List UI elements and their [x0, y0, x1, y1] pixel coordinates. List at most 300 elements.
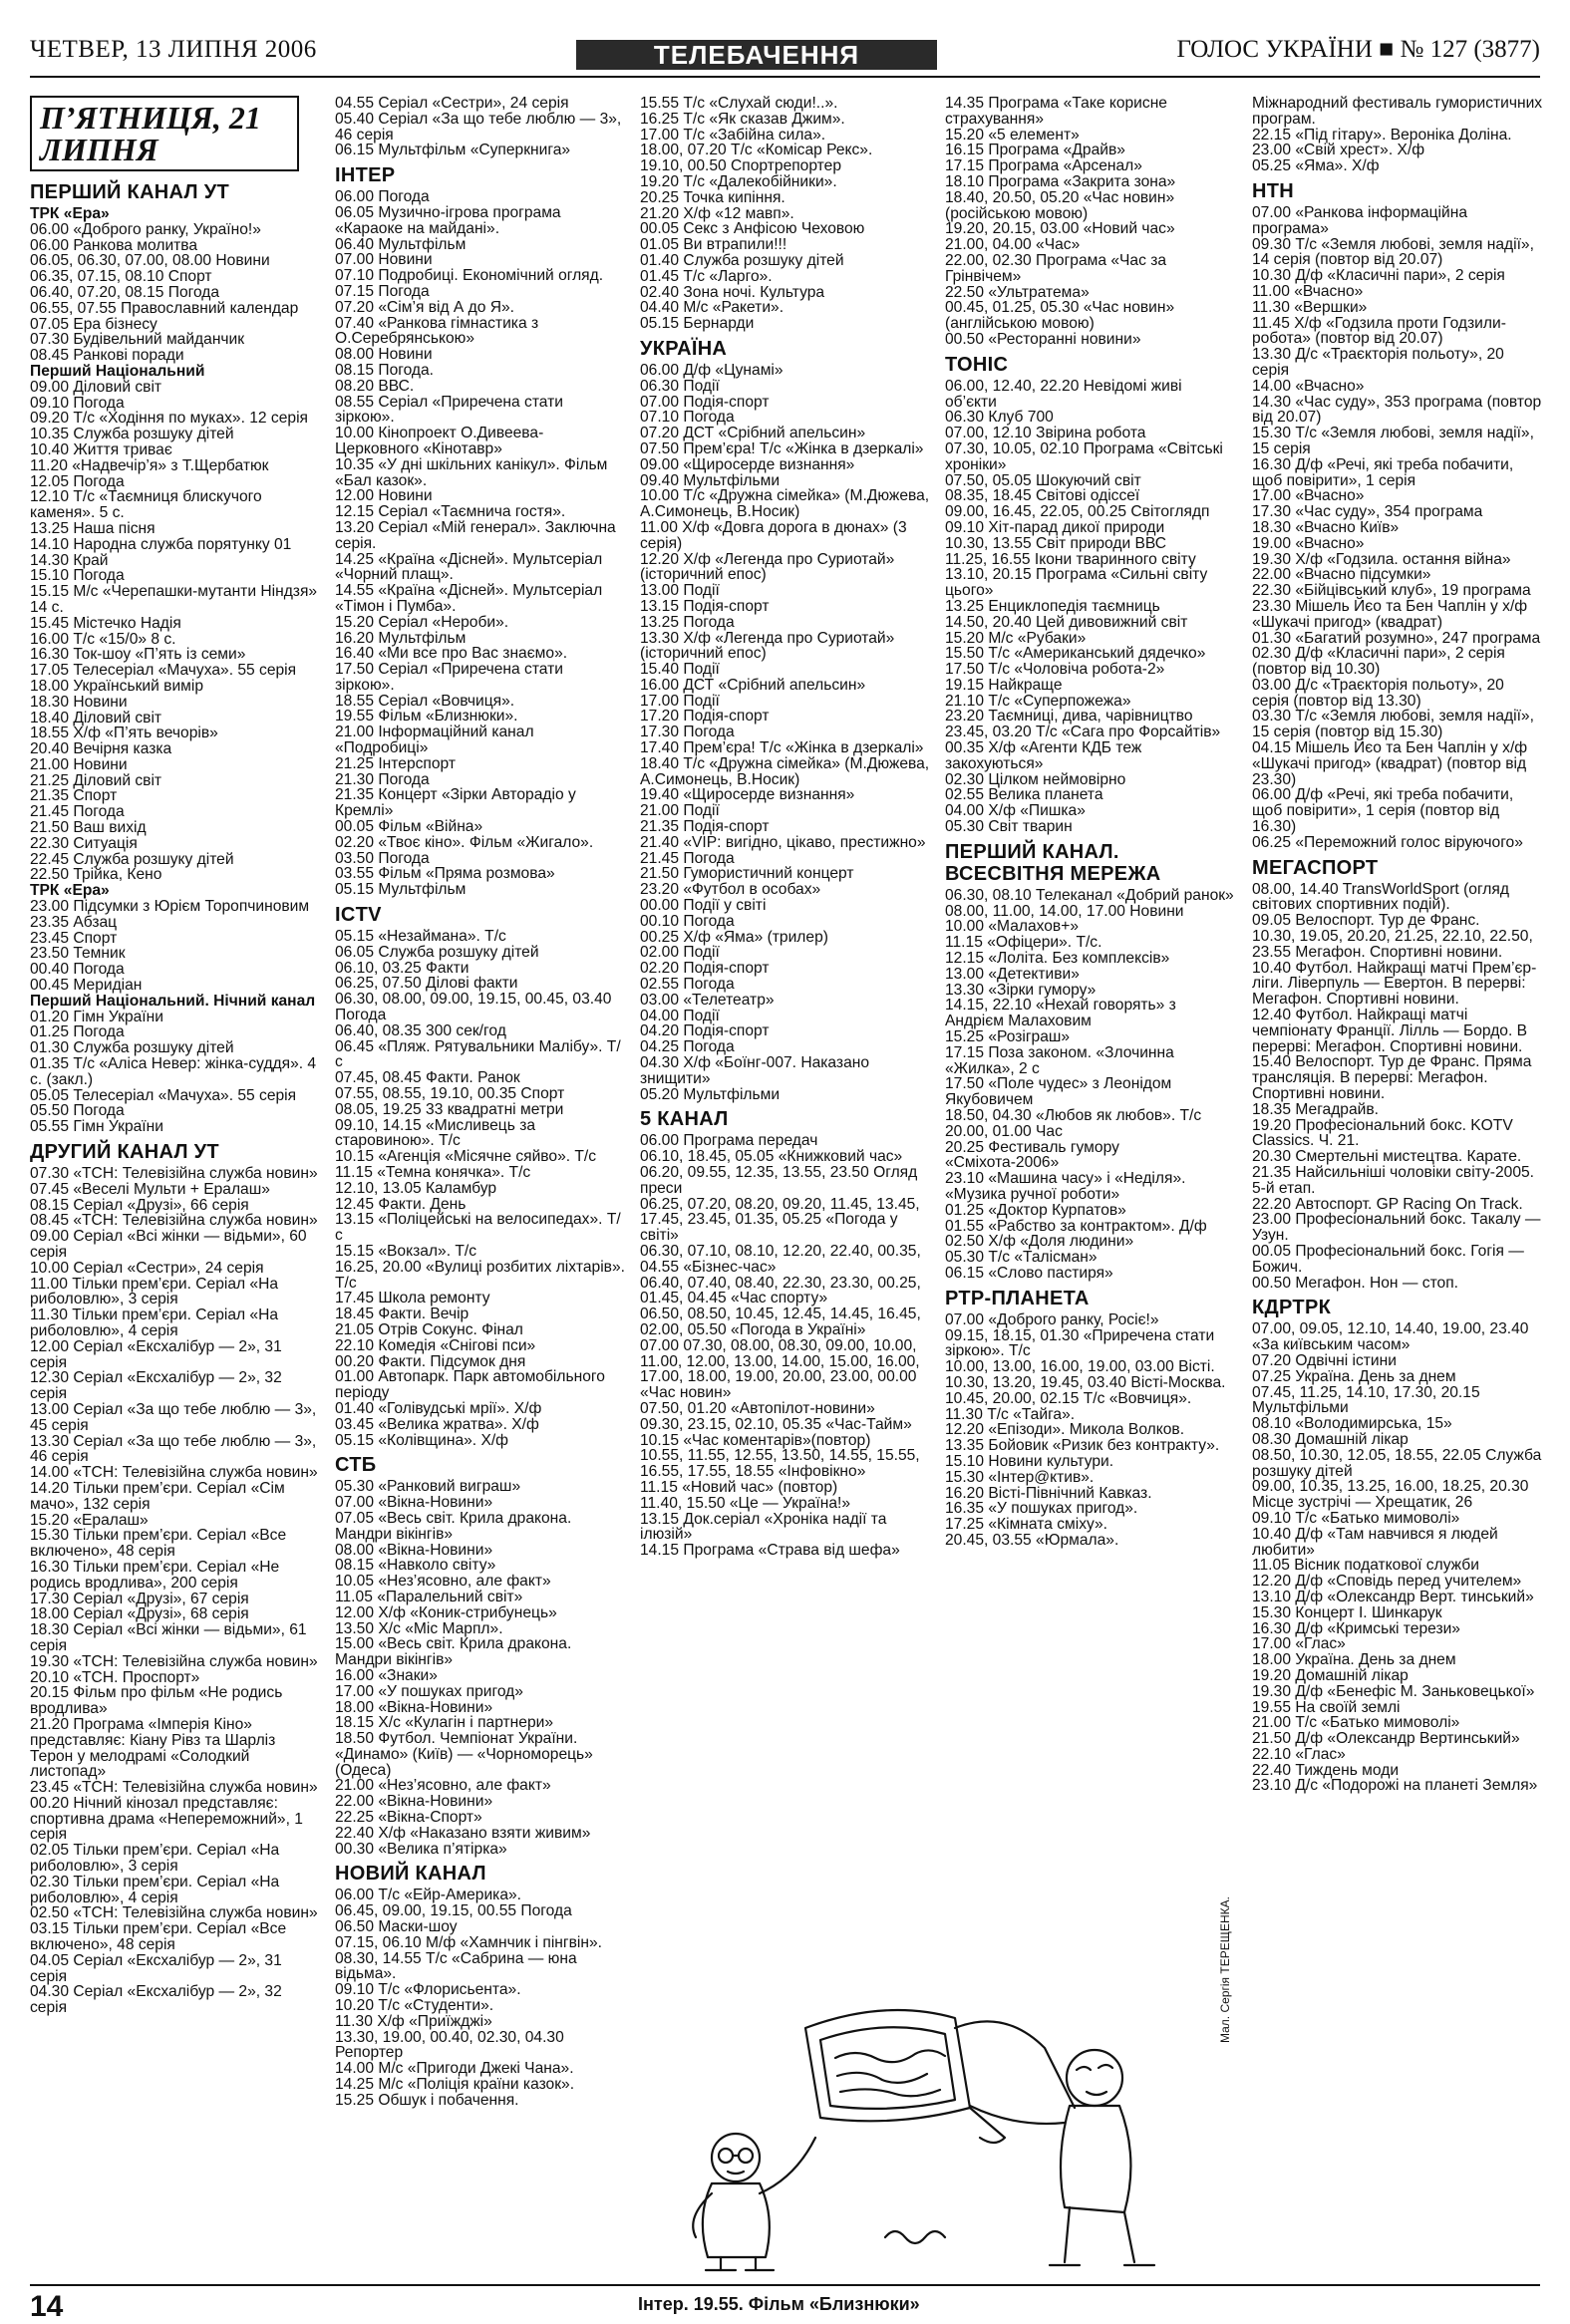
program-line: 05.15 «Колівщина». Х/ф — [335, 1431, 509, 1449]
program-line: 08.15 Погода. — [335, 361, 435, 379]
program-line: 04.00 Х/ф «Пишка» — [945, 802, 1086, 820]
program-line: 04.55 Серіал «Сестри», 24 серія — [335, 96, 569, 112]
program-line: 08.30, 14.55 Т/с «Сабрина — юна відьма». — [335, 1949, 577, 1983]
program-line: 15.10 Погода — [30, 567, 125, 585]
program-line: 14.00 «Вчасно» — [1252, 377, 1365, 395]
program-line: 13.20 Серіал «Мій генерал». Заключна серія. — [335, 518, 616, 552]
program-line: 21.20 Х/ф «12 мавп». — [640, 204, 794, 222]
program-line: 11.30 Т/с «Тайга». — [945, 1405, 1076, 1423]
program-line: 19.30 Д/ф «Бенефіс М. Заньковецької» — [1252, 1682, 1535, 1700]
program-line: 09.00 Діловий світ — [30, 378, 162, 396]
program-line: 18.00, 07.20 Т/с «Комісар Рекс». — [640, 142, 873, 159]
program-line: 18.30 Серіал «Всі жінки — відьми», 61 серія — [30, 1621, 307, 1654]
program-line: 06.00 «Доброго ранку, Україно!» — [30, 220, 261, 238]
program-line: 03.30 Т/с «Земля любові, земля надії», 15 серія (повтор від 15.30) — [1252, 708, 1534, 741]
program-line: 19.55 На своїй землі — [1252, 1698, 1401, 1716]
program-line: 14.30 Край — [30, 551, 109, 569]
cartoon-credit: Мал. Сергія ТЕРЕЩЕНКА. — [1218, 1896, 1232, 2043]
program-line: 23.30 Мішель Йєо та Бен Чаплін у х/ф «Шукачі пригод» (квадрат) — [1252, 597, 1528, 631]
program-line: 11.20 «Надвечір’я» з Т.Щербатюк — [30, 456, 269, 474]
program-line: 19.20, 20.15, 03.00 «Новий час» — [945, 220, 1175, 238]
program-line: 06.25, 07.20, 08.20, 09.20, 11.45, 13.45, 17.45, 23.45, 01.35, 05.25 «Погода у світі» — [640, 1195, 920, 1245]
program-line: 06.15 «Слово пастиря» — [945, 1264, 1113, 1282]
program-line: 08.15 Серіал «Друзі», 66 серія — [30, 1196, 249, 1214]
program-line: 10.35 Служба розшуку дітей — [30, 426, 234, 443]
program-line: 15.50 Т/с «Американський дядечко» — [945, 645, 1206, 663]
program-line: 20.45, 03.55 «Юрмала». — [945, 1531, 1119, 1549]
program-line: 07.05 Ера бізнесу — [30, 315, 157, 333]
program-line: 18.55 Х/ф «П’ять вечорів» — [30, 725, 218, 742]
program-line: 11.40, 15.50 «Це — Україна!» — [640, 1494, 851, 1512]
program-line: 13.35 Бойовик «Ризик без контракту». — [945, 1437, 1220, 1455]
program-line: 21.00 Новини — [30, 755, 128, 773]
program-line: 18.10 Програма «Закрита зона» — [945, 172, 1176, 190]
program-line: 13.15 Подія-спорт — [640, 597, 770, 615]
program-line: 10.30, 19.05, 20.20, 21.25, 22.10, 22.50, 23.55 Мегафон. Спортивні новини. — [1252, 928, 1533, 961]
program-line: 06.30, 08.00, 09.00, 19.15, 00.45, 03.40 Погода — [335, 991, 612, 1024]
program-line: 15.45 Містечко Надія — [30, 614, 181, 632]
program-line: 09.10, 14.15 «Мисливець за старовиною». Т/с — [335, 1116, 536, 1150]
channel-header: НТН — [1252, 179, 1295, 202]
program-line: 07.55, 08.55, 19.10, 00.35 Спорт — [335, 1085, 565, 1103]
program-line: 08.00, 11.00, 14.00, 17.00 Новини — [945, 902, 1184, 920]
program-line: 22.30 Ситуація — [30, 834, 138, 852]
program-line: 06.35, 07.15, 08.10 Спорт — [30, 268, 212, 286]
program-line: 07.10 Подробиці. Економічний огляд. — [335, 267, 604, 285]
program-line: 06.00, 12.40, 22.20 Невідомі живі об’єкти — [945, 377, 1182, 411]
program-line: 17.05 Телесеріал «Мачуха». 55 серія — [30, 662, 297, 680]
program-line: 17.00 «Вчасно» — [1252, 487, 1365, 505]
program-line: 23.10 Д/с «Подорожі на планеті Земля» — [1252, 1777, 1538, 1795]
program-line: 05.05 Телесеріал «Мачуха». 55 серія — [30, 1086, 297, 1104]
footer-highlight: Інтер. 19.55. Фільм «Близнюки» — [638, 2294, 920, 2314]
program-line: 17.30 Погода — [640, 724, 735, 741]
program-line: 22.40 Х/ф «Наказано взяти живим» — [335, 1824, 591, 1842]
program-line: 06.45, 09.00, 19.15, 00.55 Погода — [335, 1902, 572, 1920]
program-line: 23.00 Професіональний бокс. Такалу — Узун. — [1252, 1211, 1541, 1245]
program-line: 19.00 «Вчасно» — [1252, 534, 1365, 552]
program-line: 16.25, 20.00 «Вулиці розбитих ліхтарів». Т/с — [335, 1258, 625, 1292]
program-line: 22.15 «Під гітару». Вероніка Доліна. — [1252, 126, 1512, 144]
program-line: 22.10 Комедія «Снігові пси» — [335, 1336, 536, 1354]
program-line: 18.40 Т/с «Дружна сімейка» (М.Дюжева, А.Симонець, В.Носик) — [640, 754, 930, 788]
program-line: 01.30 Служба розшуку дітей — [30, 1039, 234, 1057]
program-line: 07.15, 06.10 М/ф «Хамнчик і пінгвін». — [335, 1933, 602, 1951]
program-line: 20.25 Точка кипіння. — [640, 188, 785, 206]
program-line: 07.00, 09.05, 12.10, 14.40, 19.00, 23.40 «За київським часом» — [1252, 1320, 1529, 1354]
program-line: 11.45 Х/ф «Годзила проти Годзили-робота» (повтор від 20.07) — [1252, 314, 1506, 348]
program-line: 21.00 Інформаційний канал «Подробиці» — [335, 724, 534, 757]
program-line: 07.00 Новини — [335, 251, 433, 269]
program-line: 21.00, 04.00 «Час» — [945, 236, 1081, 254]
program-line: 04.15 Мішель Йєо та Бен Чаплін у х/ф «Шукачі пригод» (квадрат) (повтор від 23.30) — [1252, 739, 1528, 788]
program-line: 08.00 «Вікна-Новини» — [335, 1541, 493, 1559]
program-line: 07.00 Подія-спорт — [640, 393, 770, 411]
program-line: 17.30 Серіал «Друзі», 67 серія — [30, 1590, 249, 1607]
program-line: 08.30 Домашній лікар — [1252, 1430, 1409, 1448]
program-line: 09.10 Т/с «Батько мимоволі» — [1252, 1509, 1460, 1527]
program-line: 09.10 Т/с «Флорисьента». — [335, 1981, 521, 1999]
program-line: 12.00 Серіал «Ексхалібур — 2», 31 серія — [30, 1337, 282, 1371]
program-line: 13.00 Події — [640, 582, 720, 600]
page-header — [30, 28, 1540, 78]
program-line: 10.40 Д/ф «Там навчився я людей любити» — [1252, 1525, 1498, 1559]
program-line: 15.20 «5 елемент» — [945, 126, 1080, 144]
program-line: 13.25 Енциклопедія таємниць — [945, 597, 1160, 615]
program-line: 23.10 «Машина часу» і «Неділя». «Музика ручної роботи» — [945, 1170, 1186, 1203]
program-line: 01.25 «Доктор Курпатов» — [945, 1201, 1126, 1219]
program-line: 19.20 Домашній лікар — [1252, 1666, 1409, 1684]
program-line: 17.45 Школа ремонту — [335, 1290, 490, 1307]
program-line: 08.10 «Володимирська, 15» — [1252, 1415, 1452, 1433]
program-line: 09.00 Серіал «Всі жінки — відьми», 60 серія — [30, 1228, 307, 1261]
program-line: 10.20 Т/с «Студенти». — [335, 1997, 494, 2015]
program-line: 09.15, 18.15, 01.30 «Приречена стати зіркою». Т/с — [945, 1326, 1215, 1360]
program-line: 02.55 Велика планета — [945, 786, 1103, 804]
program-line: 11.25, 16.55 Ікони тваринного світу — [945, 550, 1196, 568]
program-line: 06.25 «Переможний голос віруючого» — [1252, 833, 1523, 851]
program-line: 09.10 Хіт-парад дикої природи — [945, 518, 1165, 536]
program-line: 02.55 Погода — [640, 976, 735, 994]
program-line: 17.25 «Кімната сміху». — [945, 1516, 1107, 1534]
program-line: 01.25 Погода — [30, 1023, 125, 1041]
program-line: 06.10, 03.25 Факти — [335, 959, 470, 977]
program-line: 01.05 Ви втрапили!!! — [640, 236, 787, 254]
program-line: 06.30 Клуб 700 — [945, 409, 1054, 427]
program-line: 11.30 Х/ф «Приїжджі» — [335, 2012, 492, 2030]
day-title: П’ЯТНИЦЯ, 21 ЛИПНЯ — [30, 96, 299, 171]
program-line: 06.00 Т/с «Ейр-Америка». — [335, 1887, 522, 1904]
program-line: 21.45 Погода — [30, 803, 125, 821]
listing-column-2 — [335, 96, 626, 2273]
page-number: 14 — [30, 2290, 64, 2323]
program-line: 08.45 Ранкові поради — [30, 347, 184, 365]
program-line: 18.00 Серіал «Друзі», 68 серія — [30, 1605, 249, 1623]
program-line: 15.00 «Весь світ. Крила дракона. Мандри вікінгів» — [335, 1635, 572, 1669]
program-line: 18.50, 04.30 «Любов як любов». Т/с — [945, 1107, 1202, 1125]
program-line: 08.45 «ТСН: Телевізійна служба новин» — [30, 1212, 318, 1230]
program-line: 22.00 «Вчасно підсумки» — [1252, 566, 1431, 584]
channel-header: ТОНІС — [945, 353, 1009, 376]
program-line: 06.00 Погода — [335, 188, 430, 206]
program-line: 18.00 «Вікна-Новини» — [335, 1698, 493, 1716]
program-line: 21.25 Інтерспорт — [335, 754, 456, 772]
program-line: 18.40, 20.50, 05.20 «Час новин» (російською мовою) — [945, 188, 1175, 222]
program-line: 10.15 «Час коментарів»(повтор) — [640, 1431, 871, 1449]
program-line: 13.30 Серіал «За що тебе люблю — 3», 46 серія — [30, 1432, 317, 1466]
program-line: 11.15 «Новий час» (повтор) — [640, 1478, 838, 1496]
program-line: 15.30 Тільки прем’єри. Серіал «Все включено», 48 серія — [30, 1527, 287, 1561]
program-line: 00.20 Факти. Підсумок дня — [335, 1352, 526, 1370]
program-line: 00.45, 01.25, 05.30 «Час новин» (англійською мовою) — [945, 299, 1175, 333]
program-line: 13.15 Док.серіал «Хроніка надії та ілюзій» — [640, 1510, 887, 1544]
header-rule — [30, 76, 1540, 78]
program-line: 16.00 Т/с «15/0» 8 с. — [30, 630, 176, 648]
channel-header: ПЕРШИЙ КАНАЛ УТ — [30, 181, 229, 203]
program-line: 18.30 Новини — [30, 693, 128, 711]
channel-header: МЕГАСПОРТ — [1252, 856, 1379, 879]
program-line: 10.00 Кінопроект О.Дивеева-Церковного «Кінотавр» — [335, 425, 544, 457]
program-line: 01.30 «Багатий розумно», 247 програма — [1252, 629, 1541, 647]
program-line: 06.00 Д/ф «Цунамі» — [640, 361, 784, 379]
program-line: 00.00 Події у світі — [640, 897, 767, 915]
newspaper-name: ГОЛОС УКРАЇНИ ■ № 127 (3877) — [1176, 36, 1540, 63]
program-line: 03.55 Фільм «Пряма розмова» — [335, 865, 555, 883]
program-line: 05.55 Гімн України — [30, 1118, 163, 1136]
program-line: 16.30 Тільки прем’єри. Серіал «Не родись вродлива», 200 серія — [30, 1558, 280, 1592]
program-line: 08.00, 14.40 TransWorldSport (огляд світових спортивних подій). — [1252, 880, 1509, 914]
program-line: 14.30 «Час суду», 353 програма (повтор від 20.07) — [1252, 393, 1542, 427]
program-line: 09.10 Погода — [30, 394, 125, 412]
program-line: 22.25 «Вікна-Спорт» — [335, 1809, 482, 1827]
program-line: 08.05, 19.25 33 квадратні метри — [335, 1100, 564, 1118]
program-line: 07.40 «Ранкова гімнастика з О.Серебрянською» — [335, 314, 539, 348]
program-line: 19.55 Фільм «Близнюки». — [335, 708, 518, 726]
program-line: 06.25, 07.50 Ділові факти — [335, 975, 518, 993]
program-line: 15.30 «Інтер@ктив». — [945, 1468, 1095, 1486]
program-line: 17.20 Подія-спорт — [640, 708, 770, 726]
program-line: 02.30 Д/ф «Класичні пари», 2 серія (повтор від 10.30) — [1252, 645, 1505, 679]
program-line: 13.30 Х/ф «Легенда про Суриотай» (історичний епос) — [640, 629, 895, 663]
program-line: 18.55 Серіал «Вовчиця». — [335, 692, 515, 710]
program-line: 20.30 Смертельні мистецтва. Карате. — [1252, 1148, 1522, 1166]
program-line: 07.10 Погода — [640, 409, 735, 427]
program-line: 14.55 «Країна «Дісней». Мультсеріал «Тімон і Пумба». — [335, 582, 603, 615]
program-line: 10.00 «Малахов+» — [945, 918, 1079, 936]
program-line: 12.15 Серіал «Таємнича гостя». — [335, 503, 566, 521]
program-line: 21.50 Д/ф «Олександр Вертинський» — [1252, 1730, 1520, 1748]
program-line: 01.40 Служба розшуку дітей — [640, 251, 844, 269]
program-line: 19.20 Професіональний бокс. KOTV Classics. Ч. 21. — [1252, 1116, 1513, 1150]
program-line: 21.00 Т/с «Батько мимоволі» — [1252, 1714, 1460, 1732]
program-line: 09.00, 16.45, 22.05, 00.25 Світоглядп — [945, 503, 1210, 521]
program-line: 22.45 Служба розшуку дітей — [30, 850, 234, 868]
program-line: 06.40, 07.20, 08.15 Погода — [30, 283, 220, 301]
program-line: 13.25 Погода — [640, 613, 735, 631]
program-line: 11.00 Х/ф «Довга дорога в дюнах» (3 серія) — [640, 518, 907, 552]
program-line: 17.40 Прем’єра! Т/с «Жінка в дзеркалі» — [640, 739, 924, 757]
program-line: 00.45 Меридіан — [30, 977, 143, 995]
program-line: 08.00 Новини — [335, 346, 433, 364]
program-line: 21.45 Погода — [640, 849, 735, 867]
program-line: 17.00 Події — [640, 692, 720, 710]
program-line: 16.35 «У пошуках пригод». — [945, 1500, 1138, 1518]
program-line: 08.50, 10.30, 12.05, 18.55, 22.05 Служба розшуку дітей — [1252, 1446, 1542, 1480]
program-line: 09.00, 10.35, 13.25, 16.00, 18.25, 20.30 Місце зустрічі — Хрещатик, 26 — [1252, 1478, 1529, 1512]
program-line: 18.40 Діловий світ — [30, 709, 162, 726]
program-line: 20.25 Фестиваль гумору «Сміхота-2006» — [945, 1138, 1119, 1172]
program-line: 13.25 Наша пісня — [30, 519, 156, 537]
program-line: 19.30 «ТСН: Телевізійна служба новин» — [30, 1652, 318, 1670]
program-line: 16.30 Д/ф «Кримські терези» — [1252, 1619, 1460, 1637]
program-line: 02.40 Зона ночі. Культура — [640, 283, 825, 301]
program-line: 23.20 Таємниці, дива, чарівництво — [945, 708, 1193, 726]
program-line: 00.25 Х/ф «Яма» (трилер) — [640, 928, 828, 946]
program-line: 18.30 «Вчасно Київ» — [1252, 518, 1400, 536]
program-line: 01.35 Т/с «Аліса Невер: жінка-суддя». 4 с. (закл.) — [30, 1055, 317, 1088]
program-line: 20.00, 01.00 Час — [945, 1122, 1063, 1140]
program-line: 01.40 «Голівудські мрії». Х/ф — [335, 1399, 542, 1417]
program-line: 23.45, 03.20 Т/с «Сага про Форсайтів» — [945, 724, 1221, 741]
channel-header: ICTV — [335, 904, 382, 927]
program-line: 10.30 Д/ф «Класичні пари», 2 серія — [1252, 267, 1505, 285]
program-line: 16.30 Ток-шоу «П’ять із семи» — [30, 646, 246, 664]
channel-header: 5 КАНАЛ — [640, 1108, 729, 1131]
program-line: 06.30, 07.10, 08.10, 12.20, 22.40, 00.35, 04.55 «Бізнес-час» — [640, 1242, 921, 1276]
program-line: 19.40 «Щиросерде визнання» — [640, 786, 855, 804]
program-line: 06.00 Програма передач — [640, 1132, 818, 1150]
program-line: 18.15 Х/с «Кулагін і партнери» — [335, 1714, 554, 1732]
program-line: 12.10 Т/с «Таємниця блискучого каменя». 5 с. — [30, 488, 262, 522]
program-line: 07.20 «Сім’я від А до Я». — [335, 298, 514, 316]
listing-column-4 — [945, 96, 1236, 1944]
channel-subheader: ТРК «Ера» — [30, 882, 110, 900]
program-line: 11.05 «Паралельний світ» — [335, 1588, 523, 1605]
program-line: 14.15, 22.10 «Нехай говорять» з Андрієм Малаховим — [945, 997, 1176, 1030]
program-line: 07.30 «ТСН: Телевізійна служба новин» — [30, 1165, 318, 1183]
program-line: 05.15 Мультфільм — [335, 881, 467, 899]
listing-column-5 — [1252, 96, 1543, 2273]
program-line: 18.00 Український вимір — [30, 677, 204, 695]
program-line: 06.50, 08.50, 10.45, 12.45, 14.45, 16.45, 02.00, 05.50 «Погода в Україні» — [640, 1306, 921, 1338]
program-line: 21.35 Подія-спорт — [640, 818, 770, 836]
program-line: 05.25 «Яма». Х/ф — [1252, 157, 1380, 175]
program-line: 22.40 Тиждень моди — [1252, 1761, 1400, 1779]
program-line: 05.40 Серіал «За що тебе люблю — 3», 46 серія — [335, 110, 622, 144]
program-line: 11.15 «Темна конячка». Т/с — [335, 1164, 531, 1181]
program-line: 15.40 Події — [640, 661, 720, 679]
channel-header: ДРУГИЙ КАНАЛ УТ — [30, 1141, 219, 1164]
program-line: 10.00 Т/с «Дружна сімейка» (М.Дюжева, А.Симонець, В.Носик) — [640, 487, 930, 521]
program-line: 23.00 «Свій хрест». Х/ф — [1252, 142, 1425, 159]
listing-column-3 — [640, 96, 931, 1944]
program-line: 14.35 Програма «Таке корисне страхування» — [945, 96, 1167, 128]
program-line: 16.00 ДСТ «Срібний апельсин» — [640, 676, 866, 694]
program-line: 00.05 Фільм «Війна» — [335, 818, 483, 836]
program-line: 10.00 Серіал «Сестри», 24 серія — [30, 1259, 264, 1277]
program-line: 03.50 Погода — [335, 849, 430, 867]
program-line: 07.00 «Доброго ранку, Росіє!» — [945, 1310, 1159, 1328]
program-line: 10.15 «Агенція «Місячне сяйво». Т/с — [335, 1148, 597, 1166]
program-line: 00.05 Секс з Анфісою Чеховою — [640, 220, 865, 238]
program-line: 06.40 Мультфільм — [335, 235, 467, 253]
program-line: 05.30 Т/с «Талісман» — [945, 1249, 1098, 1267]
program-line: 19.10, 00.50 Спортрепортер — [640, 157, 841, 175]
program-line: 15.20 Серіал «Нероби». — [335, 613, 509, 631]
program-line: 03.00 «Телетеатр» — [640, 991, 775, 1009]
program-line: 21.00 «Нез’ясовно, але факт» — [335, 1777, 551, 1795]
program-line: 10.40 Футбол. Найкращі матчі Прем’єр-ліги. Ліверпуль — Евертон. В перерві: Мегафон. Спортивні новини. — [1252, 959, 1537, 1009]
program-line: 06.50 Маски-шоу — [335, 1918, 458, 1936]
program-line: 04.20 Подія-спорт — [640, 1022, 770, 1040]
program-line: 00.05 Професіональний бокс. Гогія — Божич. — [1252, 1242, 1524, 1276]
program-line: 05.30 «Ранковий виграш» — [335, 1478, 521, 1496]
program-line: 15.15 М/с «Черепашки-мутанти Ніндзя» 14 с. — [30, 583, 318, 616]
program-line: 01.55 «Рабство за контрактом». Д/ф — [945, 1217, 1207, 1235]
program-line: 22.00 «Вікна-Новини» — [335, 1793, 493, 1811]
program-line: 09.05 Велоспорт. Тур де Франс. — [1252, 912, 1480, 930]
program-line: 12.05 Погода — [30, 472, 125, 490]
program-line: 05.20 Мультфільми — [640, 1085, 781, 1103]
program-line: 14.00 М/с «Пригоди Джекі Чана». — [335, 2060, 574, 2078]
program-line: 13.10, 20.15 Програма «Сильні світу цього» — [945, 566, 1208, 600]
program-line: 03.00 Д/с «Траєкторія польоту», 20 серія (повтор від 13.30) — [1252, 676, 1504, 710]
program-line: 14.50, 20.40 Цей дивовижний світ — [945, 613, 1188, 631]
program-line: 19.30 Х/ф «Годзила. остання війна» — [1252, 550, 1511, 568]
program-line: 00.30 «Велика п’ятірка» — [335, 1840, 507, 1858]
program-line: 07.45, 11.25, 14.10, 17.30, 20.15 Мультфільми — [1252, 1383, 1480, 1417]
program-line: 15.25 Обшук і побачення. — [335, 2091, 519, 2109]
program-line: 15.20 «Ералаш» — [30, 1511, 149, 1529]
channel-subheader: Перший Національний — [30, 362, 205, 380]
program-line: 05.15 «Незаймана». Т/с — [335, 928, 506, 946]
program-line: 21.50 Гумористичний концерт — [640, 865, 854, 883]
program-line: 02.00 Події — [640, 944, 720, 962]
program-line: 17.00 Т/с «Забійна сила». — [640, 126, 826, 144]
program-line: 07.50, 05.05 Шокуючий світ — [945, 471, 1141, 489]
program-line: 21.35 Спорт — [30, 787, 118, 805]
program-line: 22.50 «Ультратема» — [945, 283, 1090, 301]
program-line: 07.20 ДСТ «Срібний апельсин» — [640, 425, 866, 442]
program-line: 12.10, 13.05 Каламбур — [335, 1179, 496, 1197]
program-line: 08.15 «Навколо світу» — [335, 1557, 496, 1575]
program-line: 16.15 Програма «Драйв» — [945, 142, 1125, 159]
program-line: 06.05 Музично-ігрова програма «Караоке на майдані». — [335, 203, 561, 237]
program-line: 15.15 «Вокзал». Т/с — [335, 1242, 477, 1260]
program-line: 14.25 «Країна «Дісней». Мультсеріал «Чорний плащ». — [335, 550, 603, 584]
program-line: 00.50 «Ресторанні новини» — [945, 330, 1141, 348]
program-line: 14.10 Народна служба порятунку 01 — [30, 535, 292, 553]
program-line: 06.05, 06.30, 07.00, 08.00 Новини — [30, 252, 270, 270]
program-line: 09.30, 23.15, 02.10, 05.35 «Час-Тайм» — [640, 1415, 912, 1433]
program-line: 06.55, 07.55 Православний календар — [30, 299, 299, 317]
program-line: 10.30, 13.20, 19.45, 03.40 Вісті-Москва. — [945, 1373, 1226, 1391]
program-line: 01.45 Т/с «Ларго». — [640, 267, 773, 285]
program-line: 06.40, 08.35 300 сек/год — [335, 1021, 506, 1039]
program-line: 15.55 Т/с «Слухай сюди!..». — [640, 96, 838, 112]
program-line: 13.00 Серіал «За що тебе люблю — 3», 45 серія — [30, 1400, 317, 1434]
program-line: 14.15 Програма «Страва від шефа» — [640, 1542, 900, 1560]
section-title: ТЕЛЕБАЧЕННЯ — [576, 40, 937, 70]
program-line: 07.45, 08.45 Факти. Ранок — [335, 1069, 520, 1087]
program-line: 10.55, 11.55, 12.55, 13.50, 14.55, 15.55, 16.55, 17.55, 18.55 «Інфовікно» — [640, 1447, 920, 1481]
program-line: 10.35 «У дні шкільних канікул». Фільм «Бал казок». — [335, 455, 608, 489]
program-line: 21.30 Погода — [335, 770, 430, 788]
program-line: 12.20 «Епізоди». Микола Волков. — [945, 1421, 1185, 1439]
program-line: 21.20 Програма «Імперія Кіно» представляє: Кіану Рівз та Шарліз Терон у мелодрамі «Солодкий листопад» — [30, 1715, 276, 1781]
program-line: 05.50 Погода — [30, 1102, 125, 1120]
program-line: 17.00 «У пошуках пригод» — [335, 1682, 523, 1700]
program-line: 04.05 Серіал «Ексхалібур — 2», 31 серія — [30, 1951, 282, 1985]
program-line: 16.30 Д/ф «Речі, які треба побачити, щоб повірити», 1 серія — [1252, 455, 1514, 489]
program-line: 10.30, 13.55 Світ природи ВВС — [945, 534, 1167, 552]
program-line: 07.00 07.30, 08.00, 08.30, 09.00, 10.00, 11.00, 12.00, 13.00, 14.00, 15.00, 16.00, 17.00, 18.00, 19.00, 20.00, 23.00, 00.00 «Час новин» — [640, 1336, 920, 1402]
program-line: 13.50 Х/с «Міс Марпл». — [335, 1619, 503, 1637]
program-line: 03.15 Тільки прем’єри. Серіал «Все включено», 48 серія — [30, 1920, 287, 1954]
program-line: 12.00 Х/ф «Коник-стрибунець» — [335, 1603, 557, 1621]
program-line: 15.30 Т/с «Земля любові, земля надії», 15 серія — [1252, 425, 1534, 457]
program-line: 21.50 Ваш вихід — [30, 819, 147, 837]
program-line: 06.00 Д/ф «Речі, які треба побачити, щоб повірити», 1 серія (повтор від 16.30) — [1252, 786, 1514, 836]
program-line: 23.20 «Футбол в особах» — [640, 881, 821, 899]
program-line: 15.40 Велоспорт. Тур де Франс. Пряма трансляція. В перерві: Мегафон. Спортивні новини. — [1252, 1053, 1532, 1103]
program-line: 18.35 Мегадрайв. — [1252, 1100, 1379, 1118]
program-line: 11.00 Тільки прем’єри. Серіал «На риболовлю», 3 серія — [30, 1275, 279, 1308]
program-line: 22.10 «Глас» — [1252, 1745, 1346, 1763]
program-line: 07.00, 12.10 Звірина робота — [945, 425, 1146, 442]
program-line: 00.10 Погода — [640, 912, 735, 930]
program-line: 09.30 Т/с «Земля любові, земля надії», 14 серія (повтор від 20.07) — [1252, 235, 1534, 269]
